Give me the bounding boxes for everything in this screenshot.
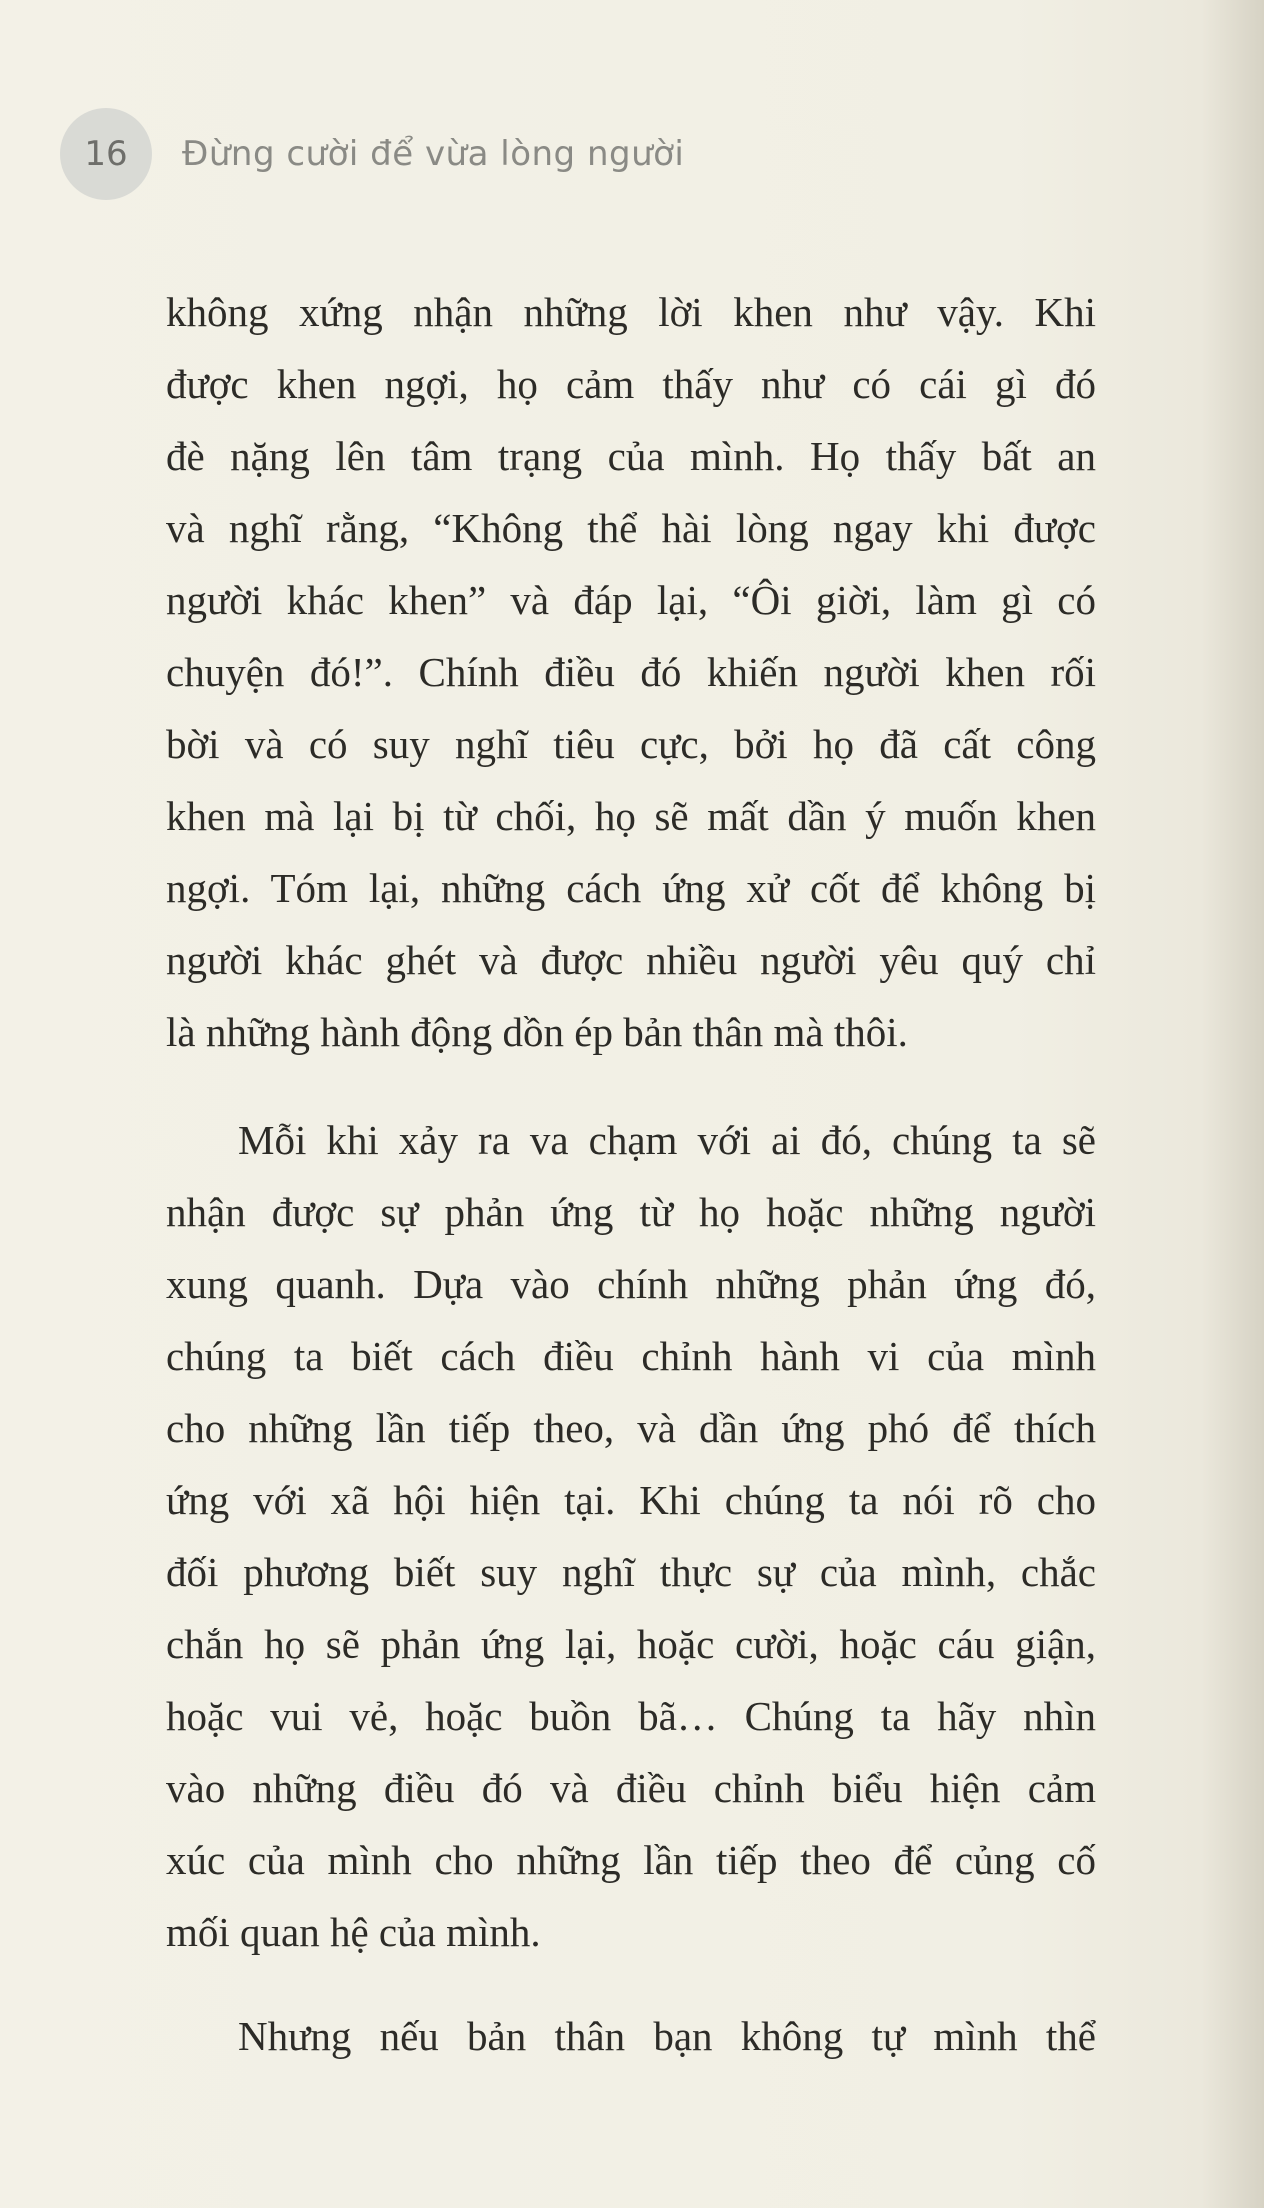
text-line: ngợi. Tóm lại, những cách ứng xử cốt để không bị <box>166 865 1096 911</box>
text-line: cho những lần tiếp theo, và dần ứng phó để thích <box>166 1405 1096 1451</box>
text-line: đối phương biết suy nghĩ thực sự của mình, chắc <box>166 1549 1096 1595</box>
text-line: chúng ta biết cách điều chỉnh hành vi của mình <box>166 1333 1096 1379</box>
text-line: xúc của mình cho những lần tiếp theo để củng cố <box>166 1837 1096 1883</box>
text-line: ứng với xã hội hiện tại. Khi chúng ta nói rõ cho <box>166 1477 1096 1523</box>
text-line: xung quanh. Dựa vào chính những phản ứng đó, <box>166 1261 1096 1307</box>
text-line: hoặc vui vẻ, hoặc buồn bã… Chúng ta hãy nhìn <box>166 1693 1096 1739</box>
text-line: người khác ghét và được nhiều người yêu quý chỉ <box>166 937 1096 983</box>
text-line: Mỗi khi xảy ra va chạm với ai đó, chúng ta sẽ <box>238 1117 1096 1163</box>
text-line: chuyện đó!”. Chính điều đó khiến người khen rối <box>166 649 1096 695</box>
text-line: khen mà lại bị từ chối, họ sẽ mất dần ý muốn khen <box>166 793 1096 839</box>
page-header <box>60 108 684 200</box>
text-line: đè nặng lên tâm trạng của mình. Họ thấy bất an <box>166 433 1096 479</box>
page-number: 16 <box>84 134 128 174</box>
text-line: mối quan hệ của mình. <box>166 1909 541 1955</box>
paragraph <box>166 2000 1096 2072</box>
text-line: người khác khen” và đáp lại, “Ôi giời, làm gì có <box>166 577 1096 623</box>
text-line: và nghĩ rằng, “Không thể hài lòng ngay khi được <box>166 505 1096 551</box>
text-line: Nhưng nếu bản thân bạn không tự mình thể <box>238 2013 1096 2059</box>
text-line: bời và có suy nghĩ tiêu cực, bởi họ đã cất công <box>166 721 1096 767</box>
text-line: vào những điều đó và điều chỉnh biểu hiện cảm <box>166 1765 1096 1811</box>
page-number-badge <box>60 108 152 200</box>
text-line: nhận được sự phản ứng từ họ hoặc những người <box>166 1189 1096 1235</box>
text-line: được khen ngợi, họ cảm thấy như có cái gì đó <box>166 361 1096 407</box>
text-line: là những hành động dồn ép bản thân mà thôi. <box>166 1009 908 1055</box>
paragraph <box>166 276 1096 1068</box>
running-title: Đừng cười để vừa lòng người <box>182 134 685 174</box>
body-text <box>166 276 1096 2072</box>
text-line: không xứng nhận những lời khen như vậy. Khi <box>166 289 1096 335</box>
text-line: chắn họ sẽ phản ứng lại, hoặc cười, hoặc cáu giận, <box>166 1621 1096 1667</box>
paragraph <box>166 1104 1096 1968</box>
